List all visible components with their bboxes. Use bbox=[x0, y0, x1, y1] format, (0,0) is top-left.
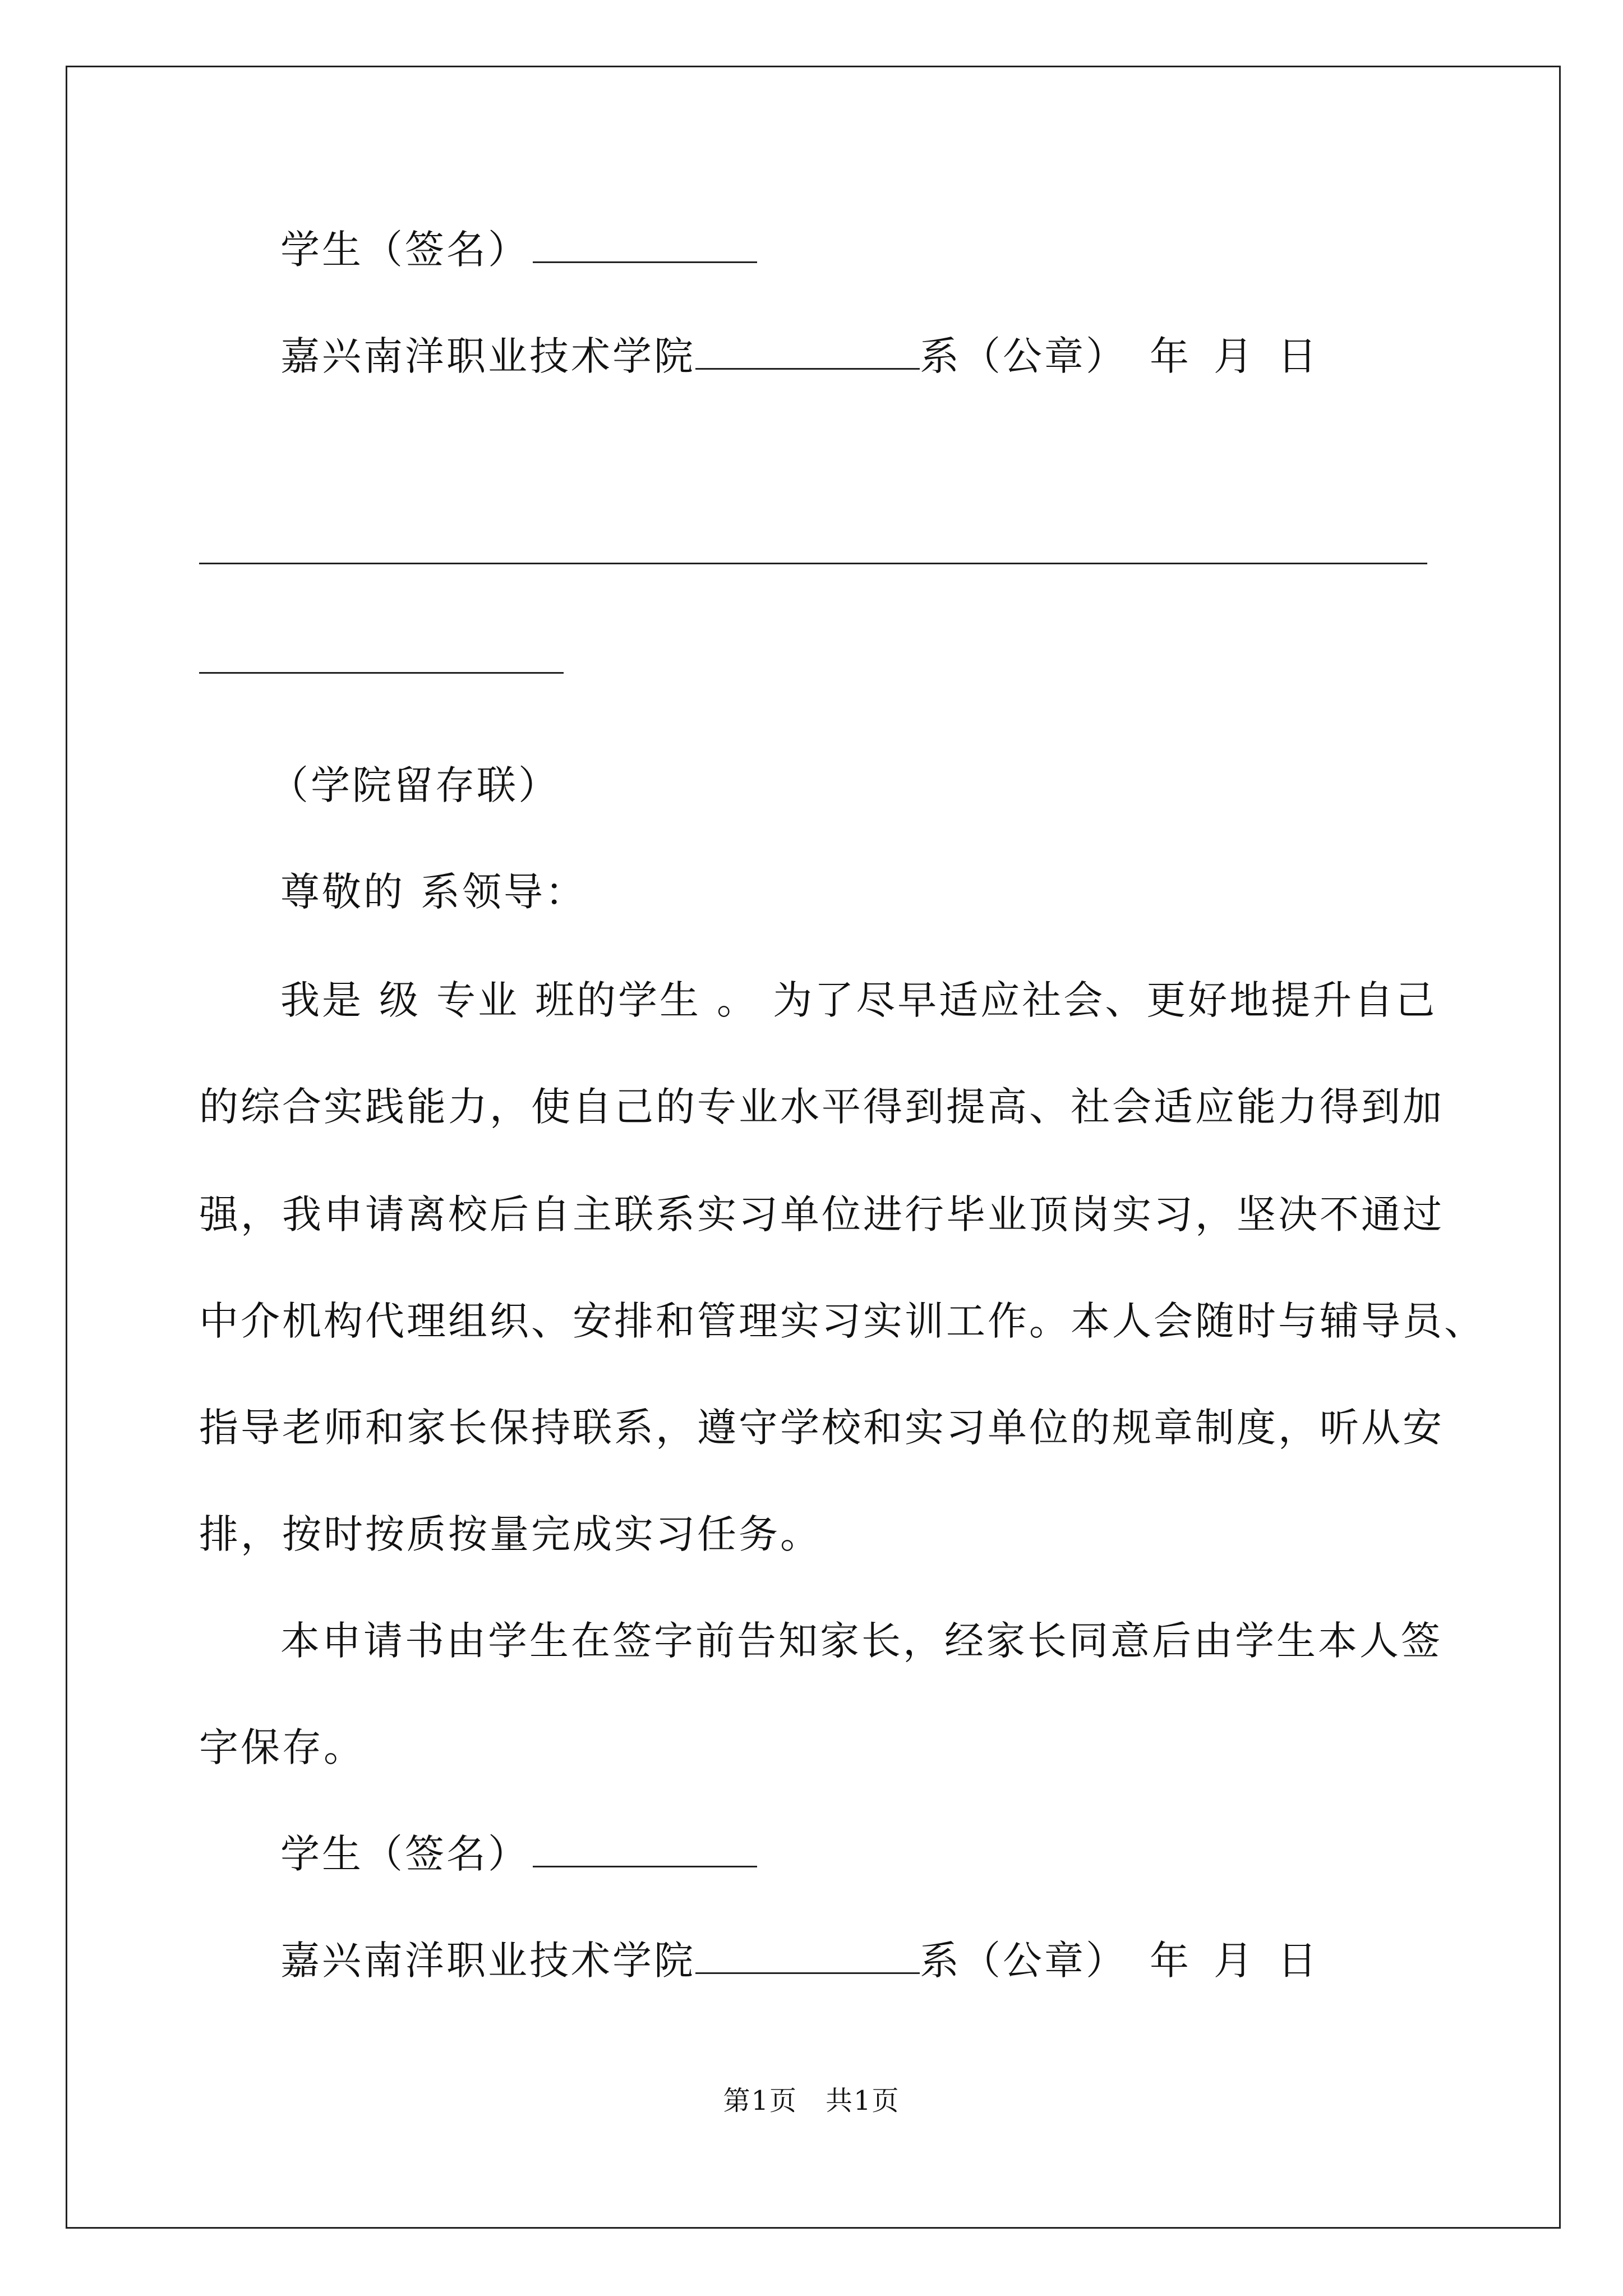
signature-blank bbox=[533, 1832, 757, 1867]
day-label: 日 bbox=[1278, 1938, 1319, 1984]
school-name: 嘉兴南洋职业技术学院 bbox=[280, 1938, 695, 1984]
month-label: 月 bbox=[1214, 333, 1255, 379]
page-footer bbox=[0, 2084, 1623, 2118]
year-label: 年 bbox=[1150, 1938, 1191, 1984]
bottom-signature-line bbox=[280, 1829, 757, 1879]
intro-part-1: 我是 bbox=[280, 977, 363, 1023]
cut-line-short bbox=[199, 672, 564, 674]
signature-label: 学生（签名） bbox=[280, 227, 529, 273]
notice-line-1: 本申请书由学生在签字前告知家长，经家长同意后由学生本人签 bbox=[280, 1618, 1442, 1664]
salutation bbox=[280, 867, 587, 917]
signature-blank bbox=[533, 228, 757, 263]
body-line-3: 中介机构代理组织、安排和管理实习实训工作。本人会随时与辅导员、 bbox=[199, 1298, 1486, 1344]
top-school-line bbox=[280, 331, 1319, 381]
page-border bbox=[66, 66, 1561, 2229]
page-total: 共1页 bbox=[826, 2085, 900, 2116]
bottom-school-line bbox=[280, 1935, 1319, 1986]
school-name: 嘉兴南洋职业技术学院 bbox=[280, 333, 695, 379]
intro-part-5: 。 为了尽早适应社会、更好地提升自己 bbox=[717, 977, 1437, 1023]
cut-line-long bbox=[199, 563, 1427, 564]
notice-line-2: 字保存。 bbox=[199, 1724, 365, 1770]
page-number: 第1页 bbox=[723, 2085, 797, 2116]
copy-title: （学院留存联） bbox=[269, 762, 560, 808]
department-blank bbox=[695, 334, 920, 370]
department-blank bbox=[695, 1939, 920, 1974]
body-line-2: 强，我申请离校后自主联系实习单位进行毕业顶岗实习，坚决不通过 bbox=[199, 1191, 1444, 1237]
intro-line bbox=[280, 975, 1437, 1025]
month-label: 月 bbox=[1214, 1938, 1255, 1984]
body-line-5: 排，按时按质按量完成实习任务。 bbox=[199, 1511, 822, 1557]
salutation-suffix: 系领导： bbox=[421, 869, 587, 915]
body-line-4: 指导老师和家长保持联系，遵守学校和实习单位的规章制度，听从安 bbox=[199, 1405, 1444, 1451]
intro-part-3: 专业 bbox=[436, 977, 519, 1023]
department-seal-label: 系（公章） bbox=[920, 333, 1127, 379]
signature-label: 学生（签名） bbox=[280, 1831, 529, 1877]
intro-part-2: 级 bbox=[379, 977, 421, 1023]
intro-part-4: 班的学生 bbox=[535, 977, 701, 1023]
year-label: 年 bbox=[1150, 333, 1191, 379]
day-label: 日 bbox=[1278, 333, 1319, 379]
body-line-1: 的综合实践能力，使自己的专业水平得到提高、社会适应能力得到加 bbox=[199, 1084, 1444, 1130]
salutation-prefix: 尊敬的 bbox=[280, 869, 405, 915]
top-signature-line bbox=[280, 224, 757, 275]
department-seal-label: 系（公章） bbox=[920, 1938, 1127, 1984]
